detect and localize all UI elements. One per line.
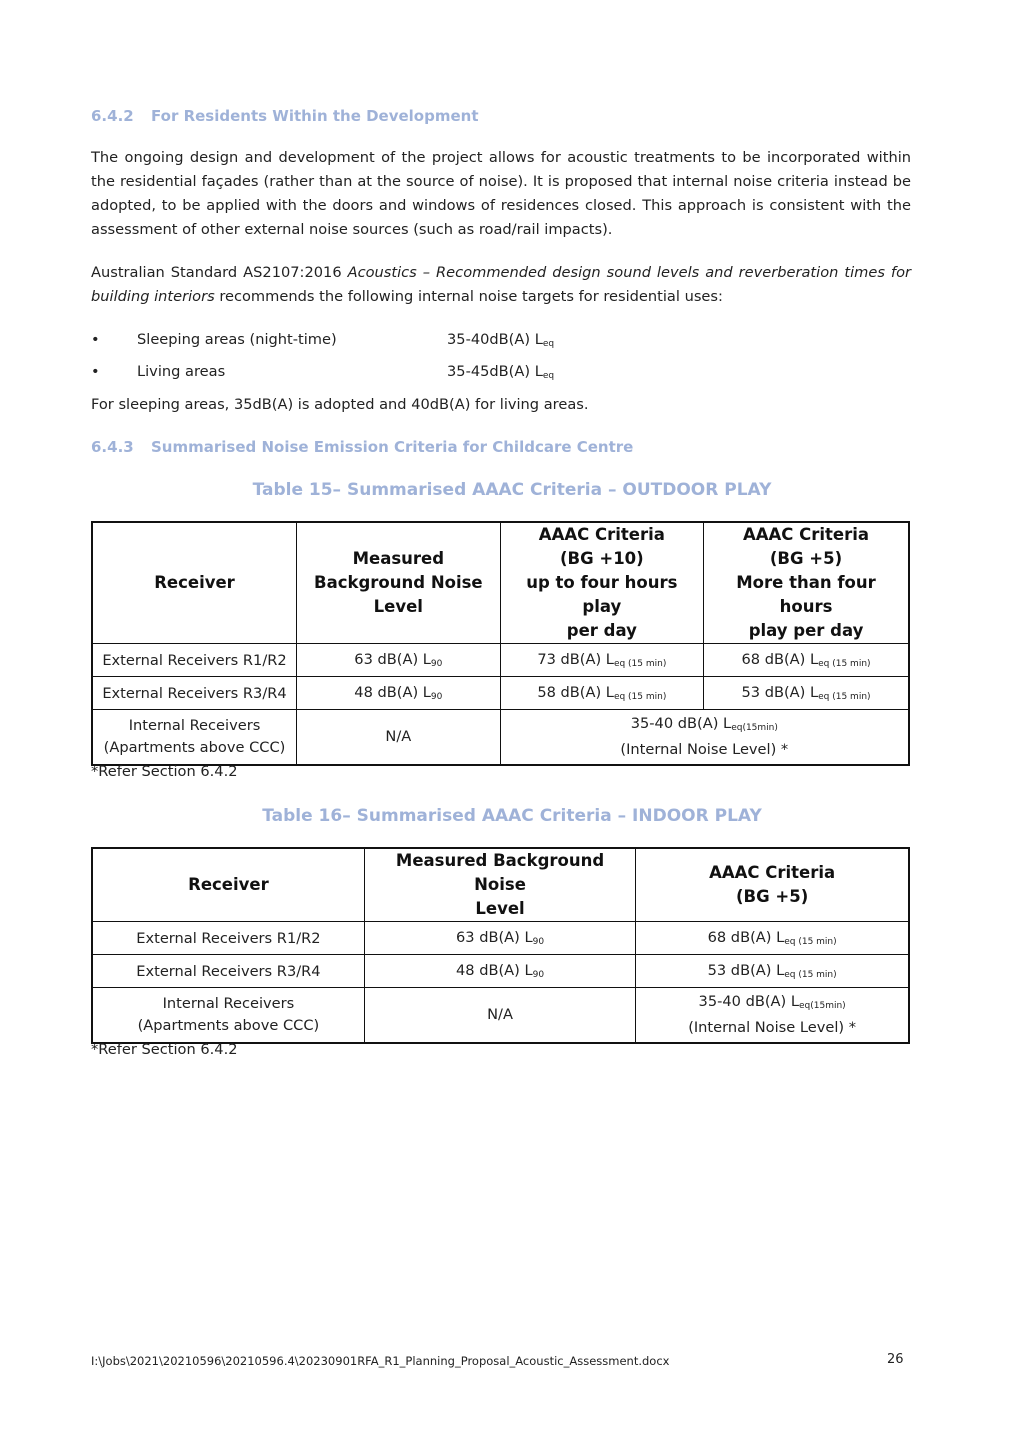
- paragraph-adopted: For sleeping areas, 35dB(A) is adopted and 40dB(A) for living areas.: [91, 396, 589, 413]
- document-page: 6.4.2 For Residents Within the Development The ongoing design and development of the project allows for acoustic treatments to be incorporated within the residential façades (rather than at the source of noise). It is proposed that internal noise criteria instead be adopted, to be applied with the doors and windows of residences closed. This approach is consistent with the assessment of other external noise sources (such as road/rail impacts). Australian Standard AS2107:2016 Acoustics – Recommended design sound levels and reverberation times for building interiors recommends the following internal noise targets for residential uses: • Sleeping areas (night-time) 35-40dB(A) $L_{eq}$ • Living areas 35-45dB(A) $L_{eq}$ For sleeping areas, 35dB(A) is adopted and 40dB(A) for living areas. 6.4.3 Summarised Noise Emission Criteria for Childcare Centre Table 15– Summarised AAAC Criteria – OUTDOOR PLAY Receiver Measured Background Noise Level AAAC Criteria (BG +10) up to four hours play per day AAAC Criteria (BG +5) More than four hours play per day External Receivers R1/R2 63 dB(A) $L_{90}$ 73 dB(A) $L_{eq (15 min)}$ 68 dB(A) $L_{eq (15 min)}$ External Receivers R3/R4 48 dB(A) $L_{90}$ 58 dB(A) $L_{eq (15 min)}$ 53 dB(A) $L_{eq (15 min)}$ Internal Receivers (Apartments above CCC) N/A 35-40 dB(A) $L_{eq(15min)}$ (Internal Noise Level) * *Refer Section 6.4.2 Table 16– Summarised AAAC Criteria – INDOOR PLAY Receiver Measured Background Noise Level AAAC Criteria (BG +5) External Receivers R1/R2 63 dB(A) $L_{90}$ 68 dB(A) $L_{eq (15 min)}$ External Receivers R3/R4 48 dB(A) $L_{90}$ 53 dB(A) $L_{eq (15 min)}$ Internal Receivers (Apartments above CCC) N/A 35-40 dB(A) $L_{eq(15min)}$ (Internal Noise Level) * *Refer Section 6.4.2 I:\Jobs\2021\20210596\20210596.4\20230901RFA_R1_Planning_Proposal_Acoustic_Assessment.docx 26: [0, 0, 1024, 1448]
- section-title: For Residents Within the Development: [151, 107, 479, 125]
- table-header-row: [92, 848, 909, 922]
- bullet-icon: •: [91, 331, 100, 348]
- section-heading-642: [91, 107, 479, 125]
- table-16-note: *Refer Section 6.4.2: [91, 1041, 238, 1058]
- table-15-note: *Refer Section 6.4.2: [91, 763, 238, 780]
- header-measured: Measured Background Noise Level: [364, 848, 635, 922]
- header-receiver: Receiver: [92, 848, 364, 922]
- header-aaac-bg5: AAAC Criteria (BG +5): [636, 848, 909, 922]
- table-row: External Receivers R1/R2 63 dB(A) $L_{90}$ 68 dB(A) $L_{eq (15 min)}$: [92, 922, 909, 955]
- table-row-internal: Internal Receivers (Apartments above CCC) N/A 35-40 dB(A) $L_{eq(15min)}$ (Internal Noise Level) *: [92, 710, 909, 765]
- header-measured: Measured Background Noise Level: [297, 522, 501, 644]
- page-number: 26: [887, 1352, 904, 1367]
- section-title: Summarised Noise Emission Criteria for Childcare Centre: [151, 438, 634, 456]
- table-15-outdoor-play: [91, 521, 910, 766]
- paragraph-intro: The ongoing design and development of the project allows for acoustic treatments to be incorporated within the residential façades (rather than at the source of noise). It is proposed that internal noise criteria instead be adopted, to be applied with the doors and windows of residences closed. This approach is consistent with the assessment of other external noise sources (such as road/rail impacts).: [91, 149, 911, 238]
- table-row: External Receivers R3/R4 48 dB(A) $L_{90}$ 58 dB(A) $L_{eq (15 min)}$ 53 dB(A) $L_{eq (15 min)}$: [92, 677, 909, 710]
- table-16-indoor-play: [91, 847, 910, 1044]
- section-number: 6.4.3: [91, 438, 134, 456]
- table-15-caption: Table 15– Summarised AAAC Criteria – OUTDOOR PLAY: [252, 480, 772, 500]
- table-header-row: [92, 522, 909, 644]
- header-receiver: Receiver: [92, 522, 297, 644]
- table-row: External Receivers R3/R4 48 dB(A) $L_{90}$ 53 dB(A) $L_{eq (15 min)}$: [92, 955, 909, 988]
- bullet-icon: •: [91, 363, 100, 380]
- header-aaac-bg10: AAAC Criteria (BG +10) up to four hours play per day: [500, 522, 703, 644]
- table-16-caption: Table 16– Summarised AAAC Criteria – INDOOR PLAY: [262, 806, 762, 826]
- footer-file-path: I:\Jobs\2021\20210596\20210596.4\20230901RFA_R1_Planning_Proposal_Acoustic_Assessment.docx: [91, 1354, 670, 1368]
- header-aaac-bg5: AAAC Criteria (BG +5) More than four hours play per day: [704, 522, 909, 644]
- table-row: External Receivers R1/R2 63 dB(A) $L_{90}$ 73 dB(A) $L_{eq (15 min)}$ 68 dB(A) $L_{eq (15 min)}$: [92, 644, 909, 677]
- paragraph-standard: Australian Standard AS2107:2016 Acoustics – Recommended design sound levels and reverberation times for building interiors recommends the following internal noise targets for residential uses:: [91, 264, 911, 305]
- table-row-internal: Internal Receivers (Apartments above CCC) N/A 35-40 dB(A) $L_{eq(15min)}$ (Internal Noise Level) *: [92, 988, 909, 1043]
- standard-title: Acoustics – Recommended design sound levels and reverberation times for building interiors: [91, 264, 911, 305]
- section-number: 6.4.2: [91, 107, 134, 125]
- section-heading-643: [91, 438, 633, 456]
